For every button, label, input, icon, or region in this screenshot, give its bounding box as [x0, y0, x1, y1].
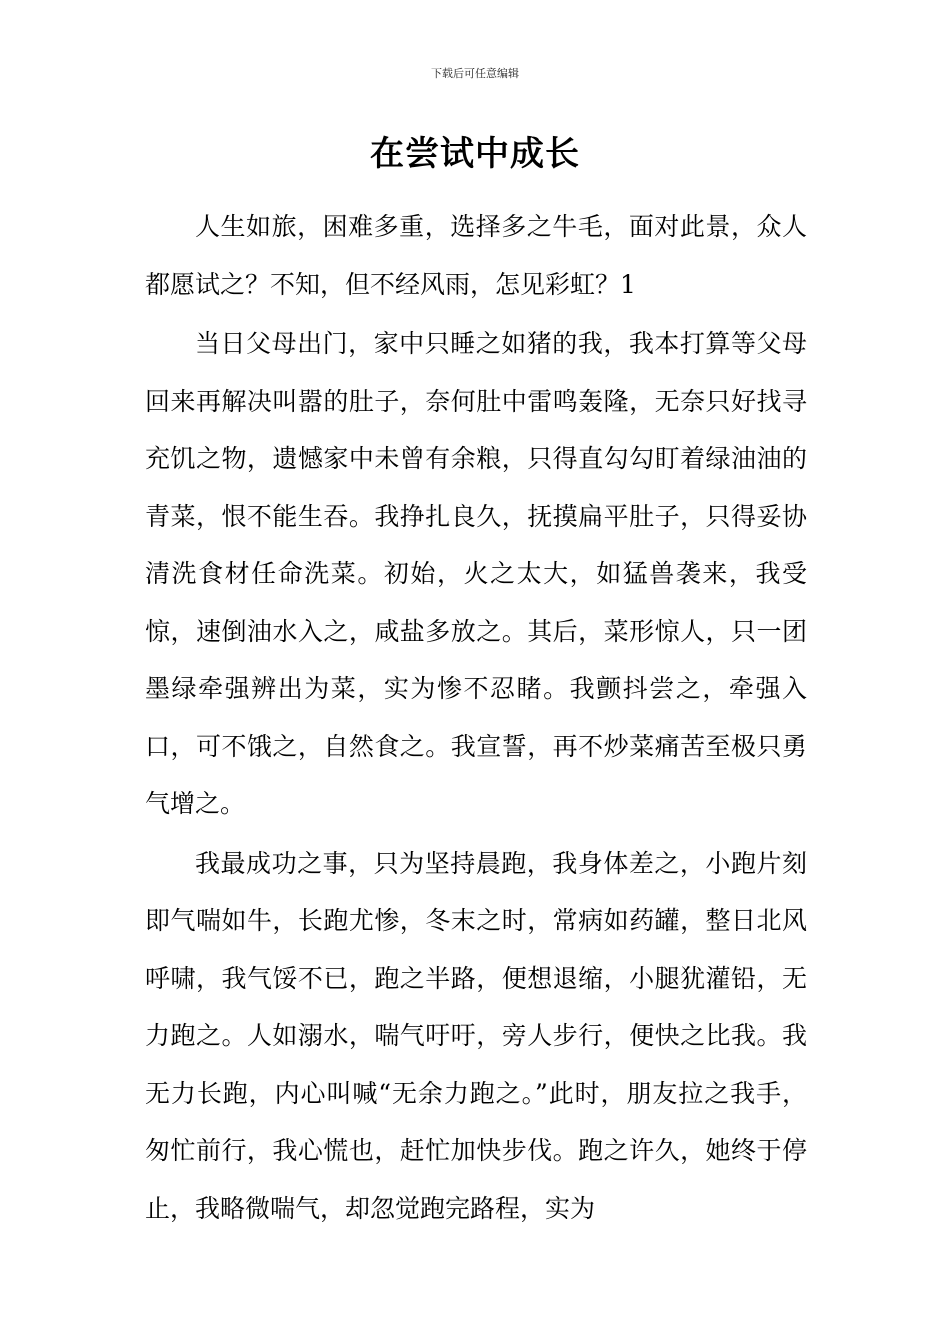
paragraph-1: 人生如旅，困难多重，选择多之牛毛，面对此景，众人都愿试之？不知，但不经风雨，怎见彩虹？1 — [145, 212, 807, 299]
document-body — [145, 198, 807, 1237]
document-title: 在尝试中成长 — [370, 134, 580, 174]
page-header: 下载后可任意编辑 — [431, 67, 519, 80]
paragraph-3: 我最成功之事，只为坚持晨跑，我身体差之，小跑片刻即气喘如牛，长跑尤惨，冬末之时，常病如药罐，整日北风呼啸，我气馁不已，跑之半路，便想退缩，小腿犹灌铅，无力跑之。人如溺水，喘气吁吁，旁人步行，便快之比我。我无力长跑，内心叫喊“无余力跑之。”此时，朋友拉之我手，匆忙前行，我心慌也，赶忙加快步伐。跑之许久，她终于停止，我略微喘气，却忽觉跑完路程，实为 — [145, 848, 807, 1223]
paragraph-2: 当日父母出门，家中只睡之如猪的我，我本打算等父母回来再解决叫嚣的肚子，奈何肚中雷鸣轰隆，无奈只好找寻充饥之物，遗憾家中未曾有余粮，只得直勾勾盯着绿油油的青菜，恨不能生吞。我挣扎良久，抚摸扁平肚子，只得妥协清洗食材任命洗菜。初始，火之太大，如猛兽袭来，我受惊，速倒油水入之，咸盐多放之。其后，菜形惊人，只一团墨绿牵强辨出为菜，实为惨不忍睹。我颤抖尝之，牵强入口，可不饿之，自然食之。我宣誓，再不炒菜痛苦至极只勇气增之。 — [145, 329, 807, 818]
